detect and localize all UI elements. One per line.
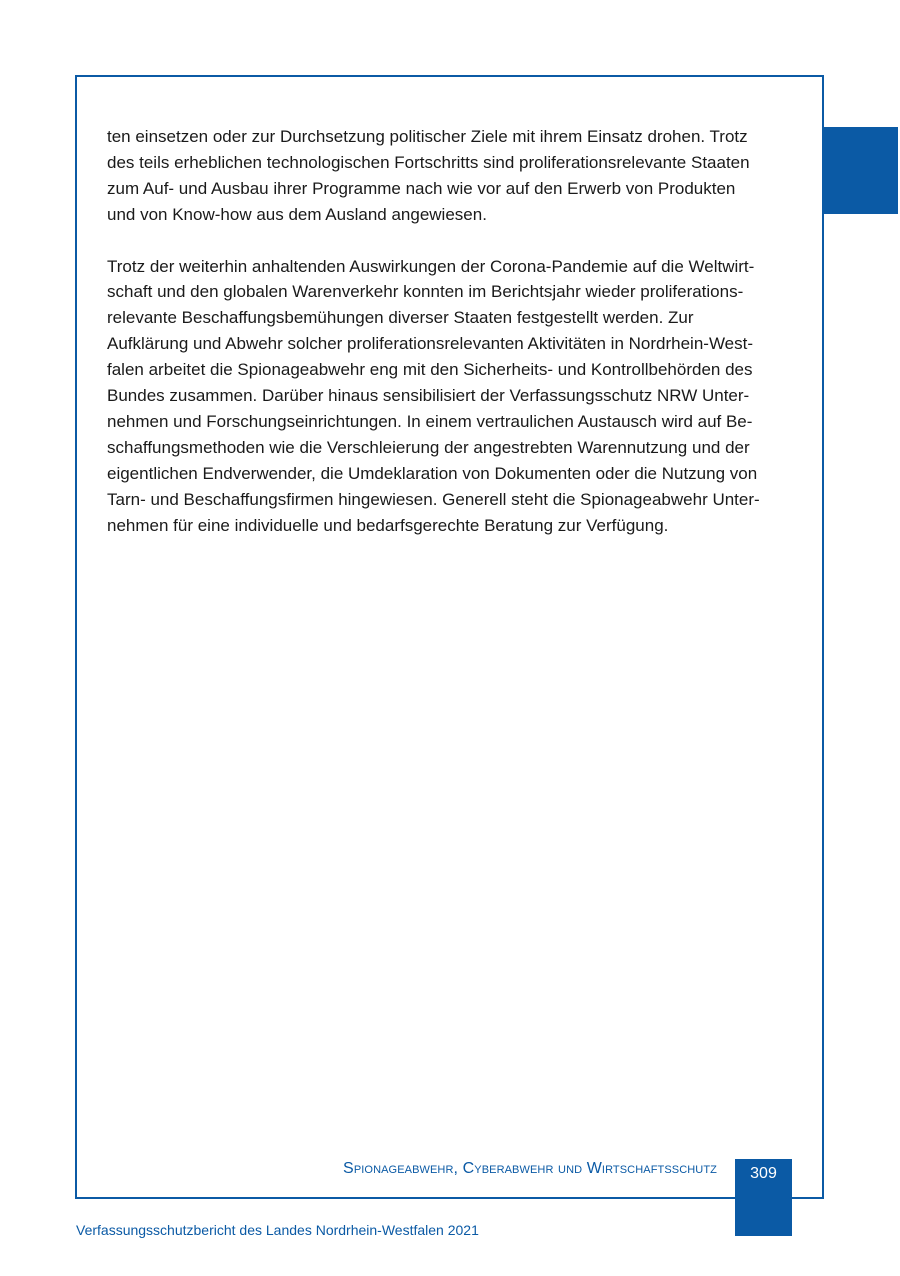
- text-line: und von Know-how aus dem Ausland angewiesen.: [107, 204, 487, 224]
- text-line: nehmen und Forschungseinrichtungen. In einem vertraulichen Austausch wird auf Be-: [107, 411, 753, 431]
- paragraph: [107, 254, 792, 539]
- text-line: ten einsetzen oder zur Durchsetzung politischer Ziele mit ihrem Einsatz drohen. Trotz: [107, 127, 748, 146]
- text-line: schaft und den globalen Warenverkehr konnten im Berichtsjahr wieder proliferations-: [107, 282, 744, 302]
- text-line: nehmen für eine individuelle und bedarfsgerechte Beratung zur Verfügung.: [107, 515, 669, 535]
- text-line: Trotz der weiterhin anhaltenden Auswirkungen der Corona-Pandemie auf die Weltwirt-: [107, 256, 755, 276]
- text-line: Bundes zusammen. Darüber hinaus sensibilisiert der Verfassungsschutz NRW Unter-: [107, 386, 750, 406]
- text-line: relevante Beschaffungsbemühungen diverser Staaten festgestellt werden. Zur: [107, 308, 694, 328]
- text-line: Tarn- und Beschaffungsfirmen hingewiesen. Generell steht die Spionageabwehr Unter-: [107, 489, 760, 509]
- text-line: zum Auf- und Ausbau ihrer Programme nach wie vor auf den Erwerb von Produkten: [107, 178, 736, 198]
- chapter-marker-tab: [822, 127, 898, 214]
- page-number: 309: [750, 1165, 777, 1182]
- page-number-tab: [735, 1159, 792, 1236]
- running-head: Spionageabwehr, Cyberabwehr und Wirtschaftsschutz: [343, 1160, 717, 1177]
- footer-publication-title: Verfassungsschutzbericht des Landes Nordrhein-Westfalen 2021: [76, 1222, 479, 1238]
- text-line: schaffungsmethoden wie die Verschleierung der angestrebten Warennutzung und der: [107, 437, 750, 457]
- text-line: des teils erheblichen technologischen Fortschritts sind proliferationsrelevante Staaten: [107, 152, 750, 172]
- text-line: Aufklärung und Abwehr solcher proliferationsrelevanten Aktivitäten in Nordrhein-West-: [107, 334, 754, 354]
- paragraph: [107, 124, 792, 228]
- body-text: [107, 124, 792, 564]
- text-line: falen arbeitet die Spionageabwehr eng mit den Sicherheits- und Kontrollbehörden des: [107, 360, 753, 380]
- text-line: eigentlichen Endverwender, die Umdeklaration von Dokumenten oder die Nutzung von: [107, 463, 758, 483]
